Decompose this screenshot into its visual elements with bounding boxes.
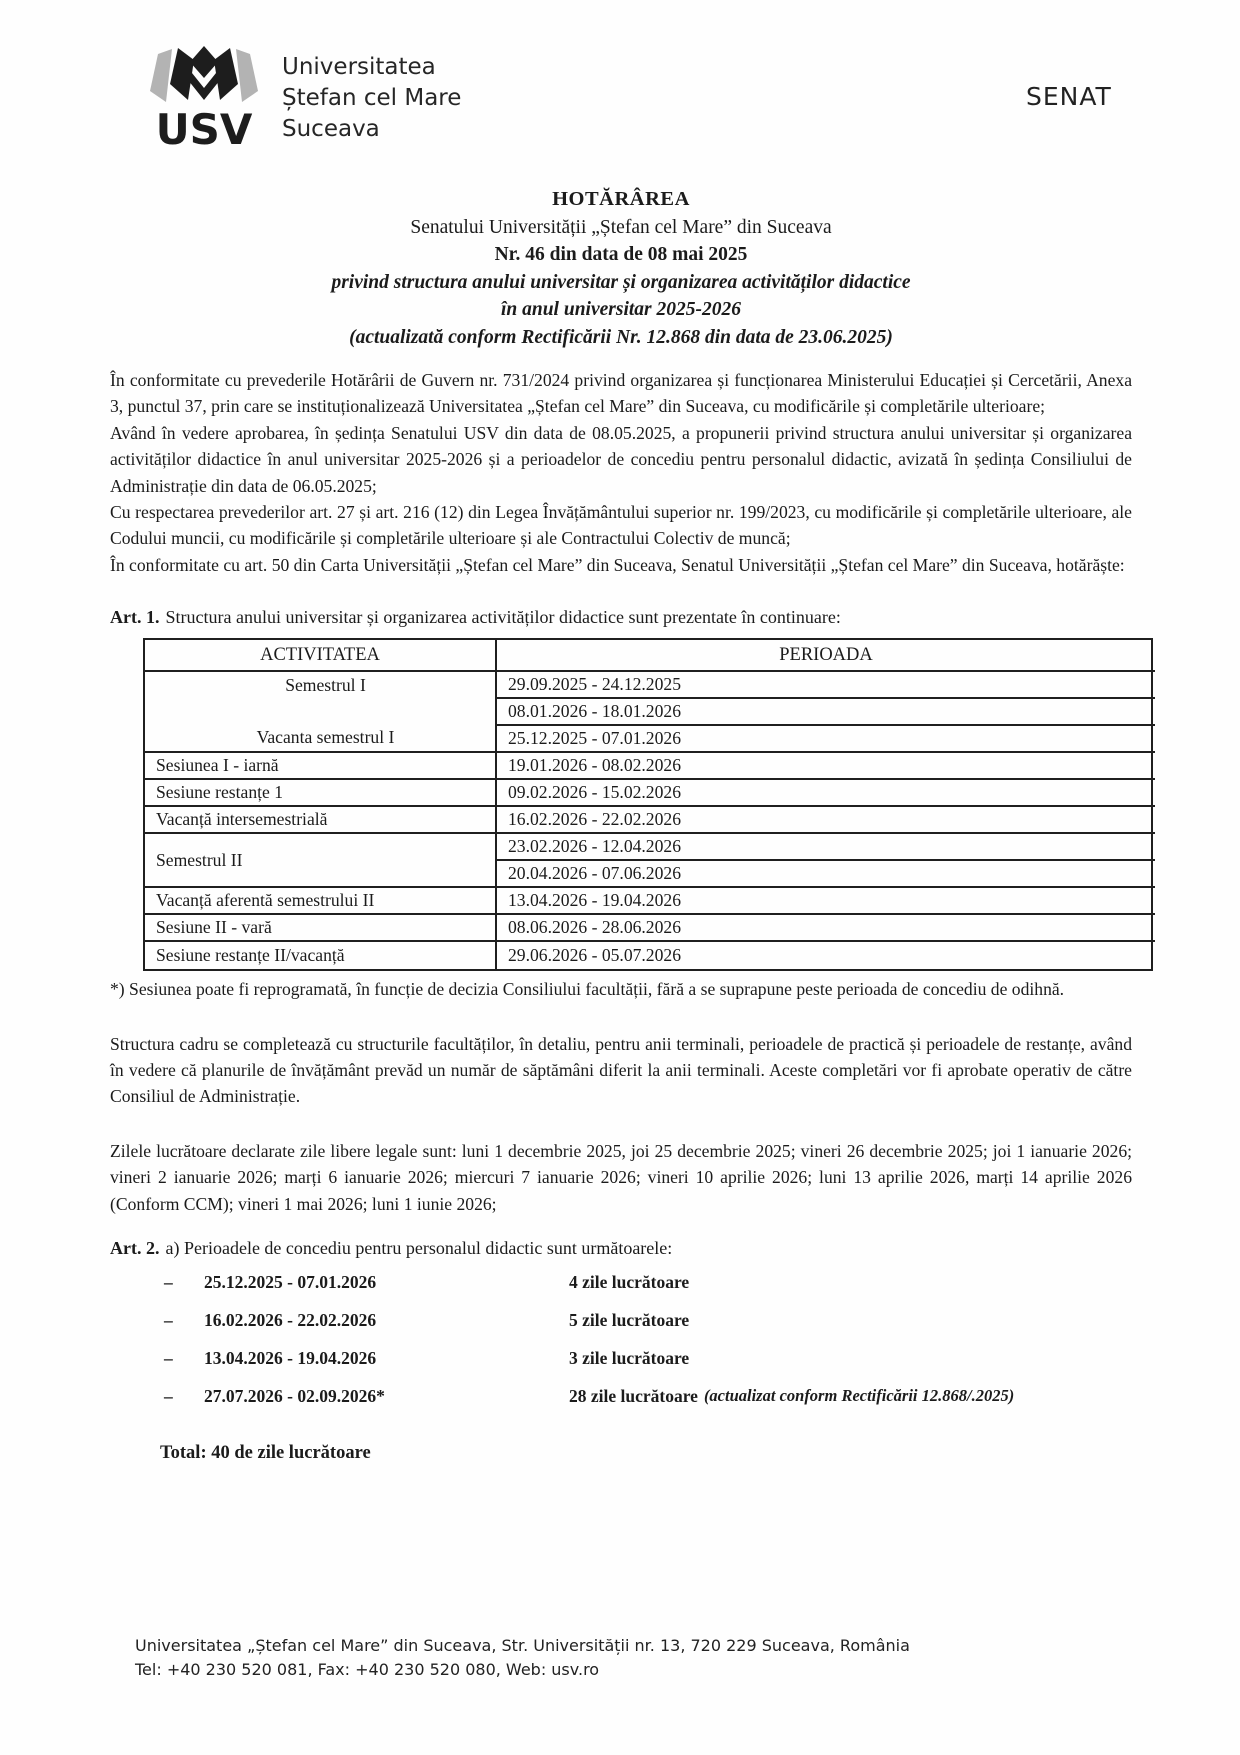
preamble-paragraph-1: În conformitate cu prevederile Hotărârii de Guvern nr. 731/2024 privind organizarea și funcționarea Ministerului Educației și Cercetării, Anexa 3, punctul 37, prin care se instituționalizează Universitatea „Ștefan cel Mare” din Suceava, cu modificările și completările ulterioare; <box>110 370 1132 417</box>
paragraph-structura-cadru: Structura cadru se completează cu structurile facultăților, în detaliu, pentru anii terminali, perioadele de practică și perioadele de restanțe, având în vedere că planurile de învățământ prevăd un număr de săptămâni diferit la anii terminali. Aceste completări vor fi aprobate operativ de către Consiliul de Administrație. <box>110 1033 1132 1107</box>
title-number-date: Nr. 46 din data de 08 mai 2025 <box>494 244 748 265</box>
activity-label-semester1: Semestrul I <box>285 675 366 696</box>
activity-cell-semester2-group <box>145 834 497 888</box>
preamble <box>110 367 1132 578</box>
preamble-paragraph-4: În conformitate cu art. 50 din Carta Universității „Ștefan cel Mare” din Suceava, Senatul Universității „Ștefan cel Mare” din Suceava, hotărăște: <box>110 554 1125 575</box>
footer <box>135 1634 1075 1682</box>
activity-cell: Sesiune II - vară <box>145 915 497 942</box>
leave-days: 4 zile lucrătoare <box>569 1272 690 1293</box>
preamble-paragraph-3: Cu respectarea prevederilor art. 27 și art. 216 (12) din Legea Învățământului superior nr. 199/2023, cu modificările și completările ulterioare, ale Codului muncii, cu modificările și completările ulterioare și ale Contractului Colectiv de muncă; <box>110 502 1132 549</box>
usv-crown-logo-icon <box>142 46 266 148</box>
activity-label-semester2: Semestrul II <box>156 849 243 870</box>
table-header-period: PERIOADA <box>497 640 1155 672</box>
leave-period: 16.02.2026 - 22.02.2026 <box>204 1310 377 1331</box>
title-main: HOTĂRÂREA <box>552 188 690 210</box>
header <box>142 46 1132 148</box>
leave-days: 3 zile lucrătoare <box>569 1348 690 1369</box>
period-cell: 23.02.2026 - 12.04.2026 <box>497 834 1155 861</box>
title-subject-line1: privind structura anului universitar și organizarea activităților didactice <box>331 271 911 293</box>
leave-item <box>164 1269 1132 1295</box>
period-cell: 20.04.2026 - 07.06.2026 <box>497 861 1155 888</box>
leave-days: 28 zile lucrătoare <box>569 1386 698 1407</box>
leave-period: 27.07.2026 - 02.09.2026* <box>204 1386 385 1407</box>
article-1-label: Art. 1. <box>110 607 160 628</box>
article-2-label: Art. 2. <box>110 1238 160 1259</box>
dash-glyph: – <box>164 1310 173 1331</box>
activity-cell: Vacanță aferentă semestrului II <box>145 888 497 915</box>
article-1-line <box>110 604 1132 630</box>
dash-glyph: – <box>164 1272 173 1293</box>
period-cell: 25.12.2025 - 07.01.2026 <box>497 726 1155 753</box>
logo-petal-right-icon <box>236 49 258 102</box>
period-cell: 29.06.2026 - 05.07.2026 <box>508 945 681 966</box>
period-cell: 08.01.2026 - 18.01.2026 <box>497 699 1155 726</box>
period-cell: 16.02.2026 - 22.02.2026 <box>497 807 1155 834</box>
university-name-line1: Universitatea <box>282 54 436 80</box>
leave-item <box>164 1307 1132 1333</box>
dash-glyph: – <box>164 1386 173 1407</box>
preamble-paragraph-2: Având în vedere aprobarea, în ședința Senatului USV din data de 08.05.2025, a propunerii privind structura anului universitar și organizarea activităților didactice în anul universitar 2025-2026 și a perioadelor de concediu pentru personalul didactic, avizată în ședința Consiliului de Administrație din data de 06.05.2025; <box>110 422 1132 496</box>
document-title-block <box>110 186 1132 351</box>
leave-periods-list <box>164 1269 1132 1409</box>
article-2-line <box>110 1235 1132 1261</box>
footer-address-line: Universitatea „Ștefan cel Mare” din Suceava, Str. Universității nr. 13, 720 229 Suceava, România <box>135 1636 910 1655</box>
activity-label-vacation1: Vacanta semestrul I <box>256 727 395 748</box>
title-issuer: Senatului Universității „Ștefan cel Mare” din Suceava <box>410 216 832 238</box>
title-subject-line2: în anul universitar 2025-2026 <box>500 299 741 320</box>
period-cell: 29.09.2025 - 24.12.2025 <box>497 672 1155 699</box>
dash-glyph: – <box>164 1348 173 1369</box>
activity-cell-semester1-group <box>145 672 497 753</box>
article-2-text: a) Perioadele de concediu pentru personalul didactic sunt următoarele: <box>165 1238 673 1259</box>
paragraph-zile-libere: Zilele lucrătoare declarate zile libere legale sunt: luni 1 decembrie 2025, joi 25 decembrie 2025; vineri 26 decembrie 2025; joi 1 ianuarie 2026; vineri 2 ianuarie 2026; marți 6 ianuarie 2026; miercuri 7 ianuarie 2026; vineri 10 aprilie 2026; luni 13 aprilie 2026, marți 14 aprilie 2026 (Conform CCM); vineri 1 mai 2026; luni 1 iunie 2026; <box>110 1140 1132 1214</box>
footer-contact-line: Tel: +40 230 520 081, Fax: +40 230 520 080, Web: usv.ro <box>135 1660 600 1679</box>
period-cell: 13.04.2026 - 19.04.2026 <box>497 888 1155 915</box>
table-header-activity: ACTIVITATEA <box>145 640 497 672</box>
title-rectification-note: (actualizată conform Rectificării Nr. 12.868 din data de 23.06.2025) <box>349 326 893 348</box>
leave-period: 13.04.2026 - 19.04.2026 <box>204 1348 377 1369</box>
document-content <box>110 0 1132 1464</box>
university-name-line3: Suceava <box>282 116 380 142</box>
table-footnote: *) Sesiunea poate fi reprogramată, în funcție de decizia Consiliului facultății, fără a se suprapune peste perioada de concediu de odihnă. <box>110 979 1065 1000</box>
activity-cell: Sesiune restanțe 1 <box>145 780 497 807</box>
activity-cell: Sesiunea I - iarnă <box>145 753 497 780</box>
logo-diamond-icon <box>190 46 218 78</box>
schedule-table <box>143 638 1153 971</box>
senat-label: SENAT <box>1026 82 1112 111</box>
leave-item <box>164 1345 1132 1371</box>
period-cell: 08.06.2026 - 28.06.2026 <box>497 915 1155 942</box>
leave-note: (actualizat conform Rectificării 12.868/.2025) <box>703 1386 1015 1406</box>
activity-cell: Vacanță intersemestrială <box>145 807 497 834</box>
period-cell: 09.02.2026 - 15.02.2026 <box>497 780 1155 807</box>
logo-acronym: USV <box>155 105 253 148</box>
university-name <box>282 52 461 145</box>
leave-item <box>164 1383 1132 1409</box>
logo-petal-left-icon <box>150 49 172 102</box>
total-working-days: Total: 40 de zile lucrătoare <box>160 1443 371 1464</box>
university-name-line2: Ștefan cel Mare <box>282 85 462 111</box>
article-1-text: Structura anului universitar și organizarea activităților didactice sunt prezentate în continuare: <box>165 607 841 628</box>
period-cell: 19.01.2026 - 08.02.2026 <box>497 753 1155 780</box>
leave-days: 5 zile lucrătoare <box>569 1310 690 1331</box>
leave-period: 25.12.2025 - 07.01.2026 <box>204 1272 377 1293</box>
activity-cell: Sesiune restanțe II/vacanță <box>145 942 497 969</box>
